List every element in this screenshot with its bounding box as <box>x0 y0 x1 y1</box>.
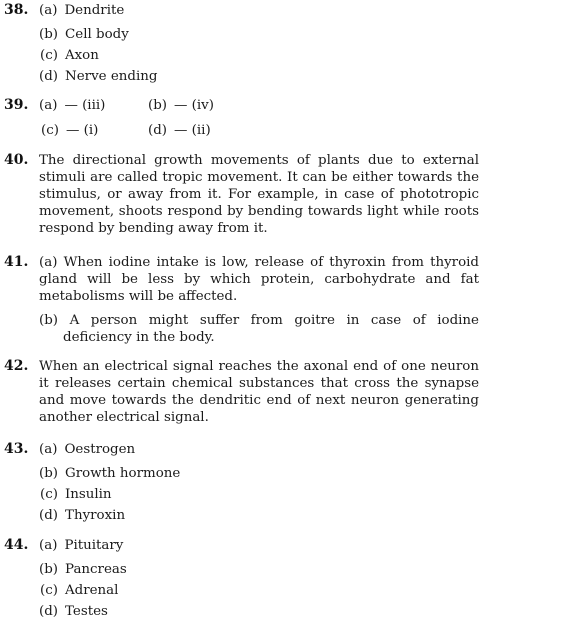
option-d: (d) Testes <box>39 604 108 619</box>
option-b: (b) Pancreas <box>39 562 127 577</box>
question-number: 41. <box>4 254 29 270</box>
answer-paragraph: When an electrical signal reaches the axonal end of one neuron it releases certain chemical substances that cross the synapse and move towards the dendritic end of next neuron generating another electrical signal. <box>39 359 479 425</box>
option-a: (a) — (iii) <box>39 98 106 113</box>
question-number: 38. <box>4 2 29 18</box>
question-number: 39. <box>4 97 29 113</box>
option-b: (b) Cell body <box>39 27 129 42</box>
option-d: (d) Thyroxin <box>39 508 126 523</box>
option-c: (c) Axon <box>40 48 99 63</box>
part-a: (a) When iodine intake is low, release of thyroxin from thyroid gland will be less by which protein, carbohydrate and fat metabolisms will be affected. <box>39 255 479 304</box>
option-b: (b) — (iv) <box>148 98 214 113</box>
option-b: (b) Growth hormone <box>39 466 181 481</box>
option-a: (a) Oestrogen <box>39 442 136 457</box>
option-a: (a) Dendrite <box>39 3 125 18</box>
question-number: 42. <box>4 358 29 374</box>
option-d: (d) Nerve ending <box>39 69 158 84</box>
question-number: 44. <box>4 537 29 553</box>
answer-paragraph: The directional growth movements of plants due to external stimuli are called tropic movement. It can be either towards the stimulus, or away from it. For example, in case of phototropic movement, shoots respond by bending towards light while roots respond by bending away from it. <box>39 153 479 236</box>
option-d: (d) — (ii) <box>148 123 211 138</box>
question-number: 40. <box>4 152 29 168</box>
option-a: (a) Pituitary <box>39 538 124 553</box>
question-number: 43. <box>4 441 29 457</box>
option-c: (c) Insulin <box>40 487 112 502</box>
part-b: (b) A person might suffer from goitre in case of iodine deficiency in the body. <box>39 313 479 345</box>
option-c: (c) Adrenal <box>40 583 119 598</box>
option-c: (c) — (i) <box>41 123 99 138</box>
